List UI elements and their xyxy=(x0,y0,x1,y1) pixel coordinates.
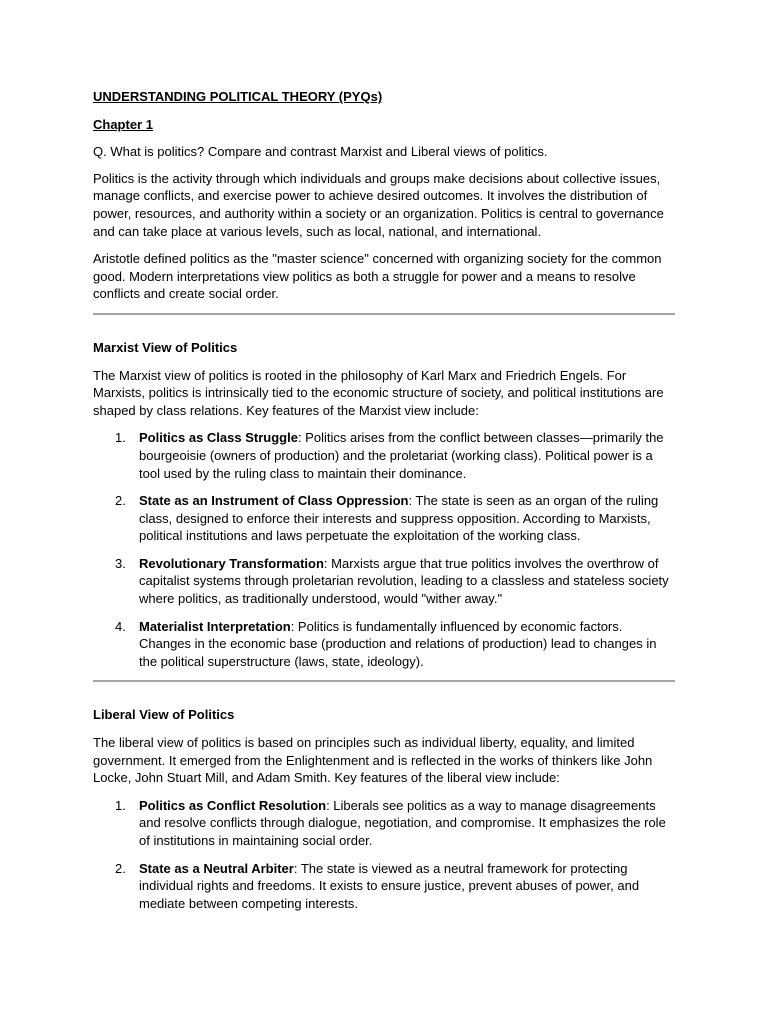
list-item-text: : The state is viewed as a neutral framework for protecting individual rights and freedoms. It exists to ensure justice, prevent abuses of power, and mediate between competing interests. xyxy=(139,860,640,911)
list-item-number: 1. xyxy=(115,430,126,446)
list-item-number: 1. xyxy=(115,797,126,813)
list-item xyxy=(93,555,675,608)
list-item-term: Revolutionary Transformation xyxy=(139,555,324,571)
list-item-number: 2. xyxy=(115,493,126,509)
liberal-section-heading: Liberal View of Politics xyxy=(93,707,235,723)
list-item-text: : The state is seen as an organ of the ruling class, designed to enforce their interests and suppress opposition. According to Marxists, political institutions and laws perpetuate the exploitation of the working class. xyxy=(139,493,659,544)
list-item xyxy=(93,797,675,850)
list-item xyxy=(93,860,675,913)
document-page xyxy=(93,88,675,922)
list-item xyxy=(93,492,675,545)
list-item-text: : Politics is fundamentally influenced by economic factors. Changes in the economic base (production and relations of production) lead to changes in the political superstructure (laws, state, ideology). xyxy=(139,618,657,669)
marxist-intro-paragraph: The Marxist view of politics is rooted in the philosophy of Karl Marx and Friedrich Engels. For Marxists, politics is intrinsically tied to the economic structure of society, and political institutions are shaped by class relations. Key features of the Marxist view include: xyxy=(93,367,664,418)
list-item xyxy=(93,429,675,482)
intro-paragraph-1: Politics is the activity through which individuals and groups make decisions about collective issues, manage conflicts, and exercise power to achieve desired outcomes. It involves the distribution of power, resources, and authority within a society or an organization. Politics is central to governance and can take place at various levels, such as local, national, and international. xyxy=(93,170,664,239)
section-divider xyxy=(93,680,675,682)
list-item-text: : Politics arises from the conflict between classes—primarily the bourgeoisie (owners of production) and the proletariat (working class). Political power is a tool used by the ruling class to maintain their dominance. xyxy=(139,430,664,481)
list-item-text: : Liberals see politics as a way to manage disagreements and resolve conflicts through dialogue, negotiation, and compromise. It emphasizes the role of institutions in maintaining social order. xyxy=(139,797,666,848)
list-item-number: 3. xyxy=(115,555,126,571)
list-item xyxy=(93,618,675,671)
list-item-number: 4. xyxy=(115,618,126,634)
intro-paragraph-2: Aristotle defined politics as the "master science" concerned with organizing society for the common good. Modern interpretations view politics as both a struggle for power and a means to resolve conflicts and create social order. xyxy=(93,251,662,302)
list-item-text: : Marxists argue that true politics involves the overthrow of capitalist systems through proletarian revolution, leading to a classless and stateless society where politics, as traditionally understood, would "wither away." xyxy=(139,555,669,607)
chapter-heading: Chapter 1 xyxy=(93,116,153,132)
document-title: UNDERSTANDING POLITICAL THEORY (PYQs) xyxy=(93,89,383,104)
list-item-number: 2. xyxy=(115,860,126,876)
liberal-intro-paragraph: The liberal view of politics is based on principles such as individual liberty, equality, and limited government. It emerged from the Enlightenment and is reflected in the works of thinkers like John Locke, John Stuart Mill, and Adam Smith. Key features of the liberal view include: xyxy=(93,735,653,786)
marxist-features-list xyxy=(93,429,675,670)
list-item-term: State as an Instrument of Class Oppression xyxy=(139,493,409,509)
list-item-term: State as a Neutral Arbiter xyxy=(139,860,294,876)
marxist-section-heading: Marxist View of Politics xyxy=(93,339,238,355)
liberal-features-list xyxy=(93,797,675,913)
list-item-term: Materialist Interpretation xyxy=(139,618,291,634)
section-divider xyxy=(93,313,675,315)
question-text: Q. What is politics? Compare and contrast Marxist and Liberal views of politics. xyxy=(93,144,548,160)
list-item-term: Politics as Class Struggle xyxy=(139,430,298,446)
list-item-term: Politics as Conflict Resolution xyxy=(139,797,327,813)
